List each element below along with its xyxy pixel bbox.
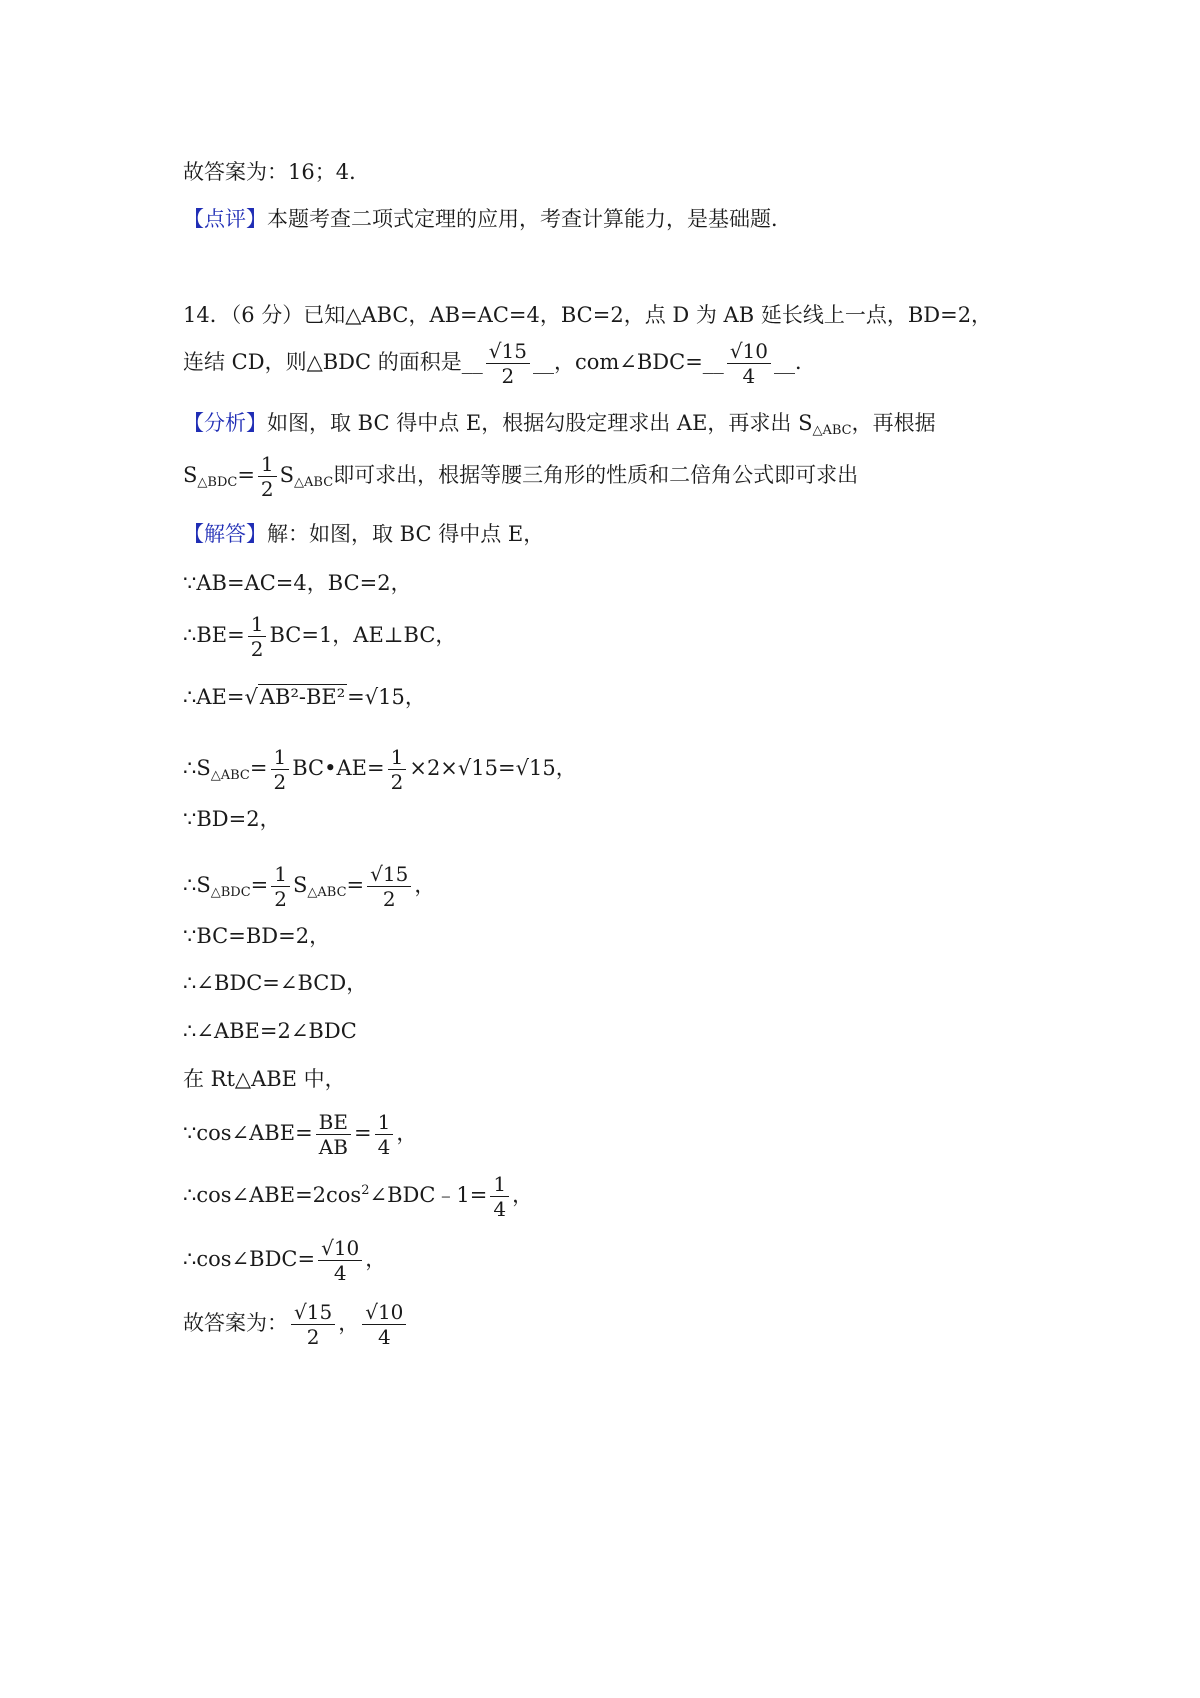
step-5 (183, 804, 281, 834)
fraction-denominator: 2 (486, 363, 530, 388)
step-text: ∴AE= (183, 685, 245, 709)
question-14-line-1 (183, 300, 992, 330)
fraction-half (271, 745, 290, 794)
fraction-quarter (375, 1110, 394, 1159)
step-8 (183, 968, 367, 998)
subscript: △BDC (197, 475, 238, 490)
step-text: ， (338, 1311, 360, 1335)
fraction-ratio (316, 1110, 351, 1159)
fraction-quarter (490, 1172, 509, 1221)
step-3 (183, 682, 426, 712)
equals: = (353, 1121, 372, 1145)
symbol-s: S (279, 463, 295, 487)
analysis-text-2: ，再根据 (851, 411, 936, 435)
analysis-line-1 (183, 408, 936, 446)
step-text: ∴BE= (183, 623, 245, 647)
fraction-numerator: 1 (260, 452, 274, 476)
step-text: 在 Rt△ABE 中， (183, 1067, 346, 1091)
step-text: ∴S (183, 873, 211, 897)
question-14-text: 14．（6 分）已知△ABC，AB=AC=4，BC=2，点 D 为 AB 延长线上一点，BD=2， (183, 303, 993, 327)
fraction-denominator: 2 (367, 886, 411, 911)
fraction-numerator: BE (318, 1110, 348, 1134)
step-text: ∴∠ABE=2∠BDC (183, 1019, 357, 1043)
fraction-half (248, 612, 267, 661)
equals: = (250, 873, 269, 897)
step-text: ∵BC=BD=2， (183, 924, 331, 948)
answer-fraction-1 (486, 339, 530, 388)
final-answer-line (183, 1300, 409, 1349)
step-text: BC=1，AE⊥BC， (269, 623, 457, 647)
answer-line-13 (183, 157, 370, 187)
subscript: △ABC (307, 885, 347, 900)
fraction-denominator: 2 (291, 1324, 335, 1349)
subscript: △BDC (210, 885, 251, 900)
step-4 (183, 745, 577, 794)
fraction-denominator: AB (316, 1134, 351, 1159)
step-text: ∴cos∠BDC= (183, 1247, 316, 1271)
step-text: 故答案为： (183, 1311, 288, 1335)
fraction-denominator: 2 (388, 769, 407, 794)
fraction-denominator: 2 (248, 636, 267, 661)
analysis-tag: 【分析】 (183, 411, 267, 435)
fraction-numerator: 1 (493, 1172, 507, 1196)
step-text: ∴cos∠ABE=2cos (183, 1183, 362, 1207)
fraction-denominator: 2 (258, 476, 277, 501)
fraction-result (362, 1300, 406, 1349)
step-text: ×2×√15=√15， (409, 756, 577, 780)
step-text: ， (414, 873, 436, 897)
step-9 (183, 1016, 357, 1046)
sqrt-expression: √AB²-BE² (244, 685, 346, 709)
step-text: ， (365, 1247, 387, 1271)
step-text: BC•AE= (292, 756, 385, 780)
fraction-denominator: 4 (362, 1324, 406, 1349)
comment-text: 本题考查二项式定理的应用，考查计算能力，是基础题． (267, 207, 792, 231)
radicand: AB²-BE² (259, 685, 346, 709)
step-text: ， (396, 1121, 418, 1145)
fraction-numerator: √10 (321, 1236, 360, 1260)
fraction-denominator: 2 (271, 769, 290, 794)
solution-tag: 【解答】 (183, 522, 267, 546)
question-14-line-2 (183, 339, 816, 388)
step-text: ∴∠BDC=∠BCD， (183, 971, 368, 995)
equals: = (346, 873, 365, 897)
fraction-numerator: 1 (250, 612, 264, 636)
step-11 (183, 1110, 417, 1159)
subscript: △ABC (210, 768, 250, 783)
fraction-numerator: 1 (377, 1110, 391, 1134)
equals: = (249, 756, 268, 780)
answer-text: 故答案为：16；4． (183, 160, 371, 184)
subscript: △ABC (812, 423, 852, 438)
step-text: ∵BD=2， (183, 807, 281, 831)
fraction-result (291, 1300, 335, 1349)
step-12 (183, 1172, 533, 1221)
step-13 (183, 1236, 386, 1285)
symbol-s: S (293, 873, 308, 897)
fraction-half (271, 862, 290, 911)
step-1 (183, 568, 412, 598)
fraction-result (318, 1236, 362, 1285)
step-6 (183, 862, 435, 911)
question-14-text-b3: __． (774, 350, 817, 374)
step-text: ， (512, 1183, 534, 1207)
fraction-denominator: 4 (318, 1260, 362, 1285)
fraction-denominator: 4 (727, 363, 771, 388)
comment-line (183, 204, 792, 234)
fraction-numerator: √15 (488, 339, 527, 363)
fraction-numerator: 1 (274, 862, 288, 886)
equals: = (237, 463, 255, 487)
step-text: ∵cos∠ABE= (183, 1121, 313, 1145)
fraction-numerator: √15 (294, 1300, 333, 1324)
step-text: ∵AB=AC=4，BC=2， (183, 571, 412, 595)
fraction-numerator: 1 (390, 745, 404, 769)
subscript: △ABC (294, 475, 334, 490)
analysis-text-3: 即可求出，根据等腰三角形的性质和二倍角公式即可求出 (333, 463, 859, 487)
analysis-line-2 (183, 452, 858, 501)
fraction-half (388, 745, 407, 794)
fraction-denominator: 4 (375, 1134, 394, 1159)
fraction-denominator: 4 (490, 1196, 509, 1221)
fraction-numerator: √10 (365, 1300, 404, 1324)
solution-line (183, 519, 544, 549)
question-14-text-b2: __，com∠BDC=__ (532, 350, 724, 374)
analysis-text: 如图，取 BC 得中点 E，根据勾股定理求出 AE，再求出 S (267, 411, 813, 435)
comment-tag: 【点评】 (183, 207, 267, 231)
step-text: ∴S (183, 756, 211, 780)
solution-text: 解：如图，取 BC 得中点 E， (267, 522, 545, 546)
step-text: ∠BDC﹣1= (369, 1183, 488, 1207)
fraction-numerator: 1 (273, 745, 287, 769)
question-14-text-b1: 连结 CD，则△BDC 的面积是__ (183, 350, 483, 374)
superscript: 2 (361, 1183, 370, 1198)
fraction-result (367, 862, 411, 911)
step-2 (183, 612, 456, 661)
fraction-denominator: 2 (271, 886, 290, 911)
symbol-s: S (183, 463, 198, 487)
step-text: =√15， (347, 685, 426, 709)
answer-fraction-2 (727, 339, 771, 388)
step-10 (183, 1064, 346, 1094)
fraction-half (258, 452, 277, 501)
step-7 (183, 921, 330, 951)
fraction-numerator: √15 (370, 862, 409, 886)
fraction-numerator: √10 (729, 339, 769, 363)
